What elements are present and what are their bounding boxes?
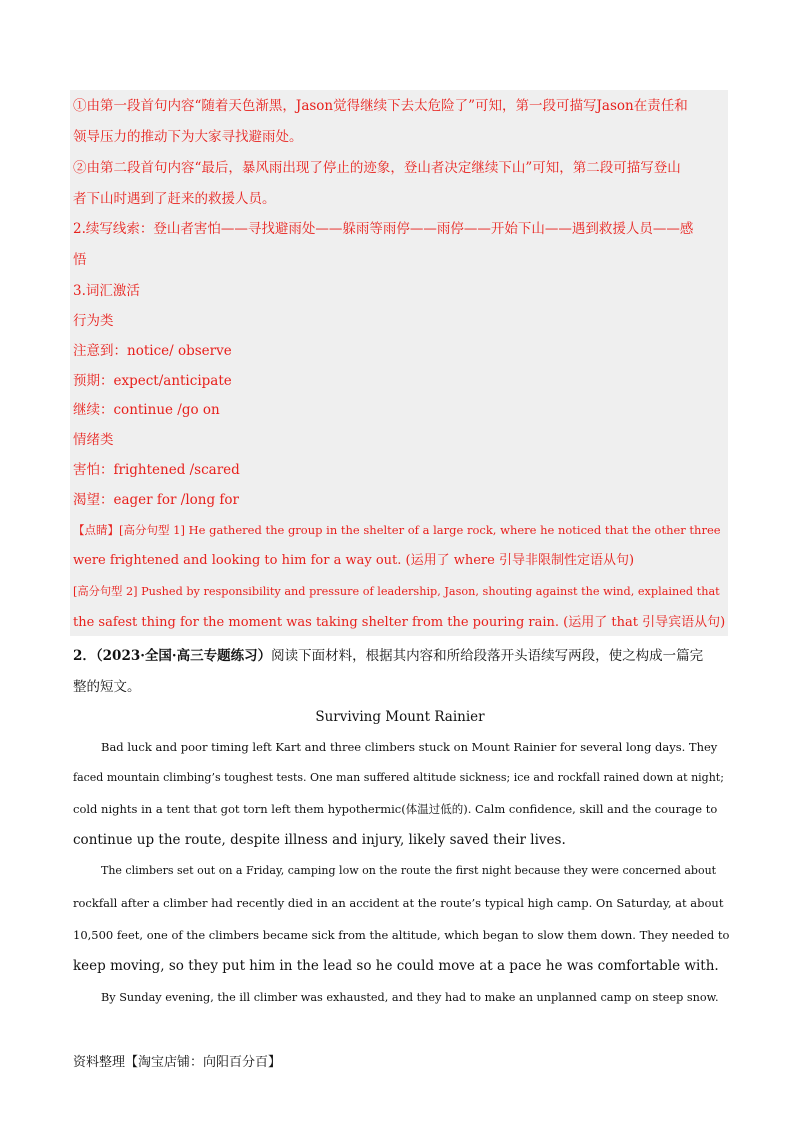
analysis-line: 2.续写线索：登山者害怕——寻找避雨处——躲雨等雨停——雨停——开始下山——遇到救援人员——感 [73,221,694,237]
passage-line: The climbers set out on a Friday, camping low on the route the first night because they were concerned about [101,864,717,877]
passage-line: faced mountain climbing’s toughest tests. One man suffered altitude sickness; ice and rockfall rained down at night; [73,771,724,784]
analysis-line: 悟 [73,252,87,268]
question-source: （2023·全国·高三专题练习） [95,648,272,664]
vocab-item: 注意到：notice/ observe [73,343,232,359]
analysis-line: ①由第一段首句内容“随着天色渐黑，Jason觉得继续下去太危险了”可知，第一段可描写Jason在责任和 [73,98,688,114]
passage-line: 10,500 feet, one of the climbers became sick from the altitude, which began to slow them down. They needed to [73,928,730,942]
passage-title: Surviving Mount Rainier [315,709,485,725]
passage-line: rockfall after a climber had recently died in an accident at the route’s typical high camp. On Saturday, at about [73,896,724,910]
vocab-item: 渴望：eager for /long for [73,492,239,508]
tip-line: the safest thing for the moment was taking shelter from the pouring rain. (运用了 that 引导宾语从句) [73,615,726,630]
passage-line: keep moving, so they put him in the lead so he could move at a pace he was comfortable with. [73,958,719,974]
question-number: 2． [73,648,96,664]
passage-line: cold nights in a tent that got torn left them hypothermic(体温过低的). Calm confidence, skill and the courage to [73,802,718,816]
vocab-item: 预期：expect/anticipate [73,373,232,389]
passage-line: continue up the route, despite illness and injury, likely saved their lives. [73,832,566,848]
tip-line: were frightened and looking to him for a way out. (运用了 where 引导非限制性定语从句) [73,553,635,568]
analysis-line: 者下山时遇到了赶来的救援人员。 [73,191,276,207]
vocab-item: 害怕：frightened /scared [73,462,240,478]
question-header [73,647,729,665]
page-footer: 资料整理【淘宝店铺：向阳百分百】 [73,1055,282,1070]
passage-line: By Sunday evening, the ill climber was exhausted, and they had to make an unplanned camp on steep snow. [101,991,719,1004]
tip-line: [高分句型 2] Pushed by responsibility and pressure of leadership, Jason, shouting against the wind, explained that [73,585,720,598]
analysis-line: 3.词汇激活 [73,283,140,299]
question-instruction: 阅读下面材料，根据其内容和所给段落开头语续写两段，使之构成一篇完 [271,648,704,664]
passage-line: Bad luck and poor timing left Kart and three climbers stuck on Mount Rainier for several long days. They [101,740,718,754]
analysis-line: 领导压力的推动下为大家寻找避雨处。 [73,129,303,145]
analysis-line: ②由第二段首句内容“最后，暴风雨出现了停止的迹象，登山者决定继续下山”可知，第二段可描写登山 [73,160,681,176]
tip-line: 【点睛】[高分句型 1] He gathered the group in the shelter of a large rock, where he noticed that the other three [73,523,721,537]
question-instruction-cont: 整的短文。 [73,679,141,695]
vocab-item: 继续：continue /go on [73,402,220,418]
vocab-category: 情绪类 [73,432,114,448]
vocab-category: 行为类 [73,313,114,329]
